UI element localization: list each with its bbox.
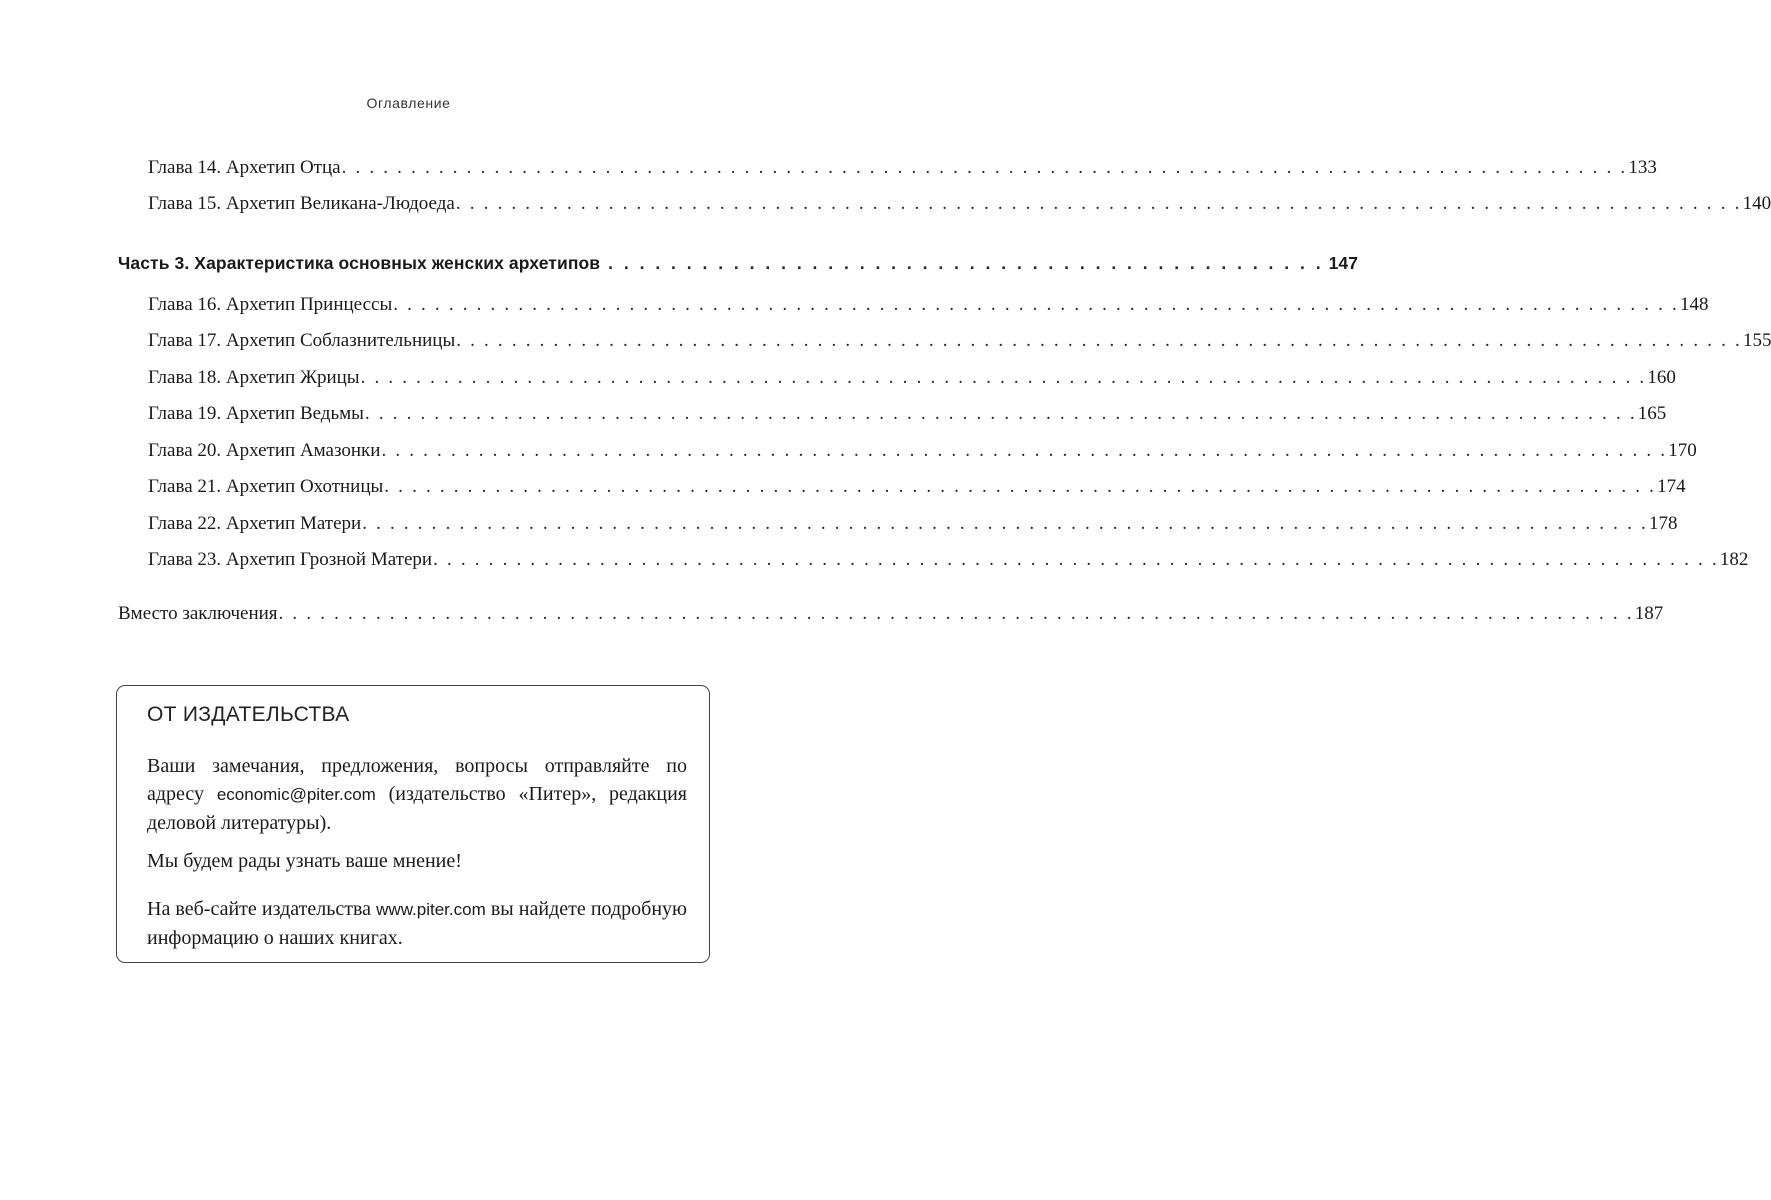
- dot-leader: . . . . . . . . . . . . . . . . . . . . . . . . . . . . . . . . . . . . . . . . . . . . . . . . . . . . . . . . . . . . . . . . . . . . . . . . . . . . . . . . . . . . . . . . . . . .: [384, 476, 1657, 497]
- toc-entry-chapter-21[interactable]: [148, 475, 1686, 499]
- toc-entry-chapter-19[interactable]: [148, 402, 1667, 426]
- dot-leader: . . . . . . . . . . . . . . . . . . . . . . . . . . . . . . . . . . . . . . . . . . . . . . . . . . . . . . . . . . . . . . . . . . . . . . . . . . . . . . . . . . . . . . . . . . . . .: [341, 157, 1628, 178]
- contact-text-after: (издательство «Питер», редакция деловой литературы).: [147, 783, 687, 834]
- toc-entry-title: Глава 21. Архетип Охотницы: [148, 476, 384, 497]
- publisher-note-heading: ОТ ИЗДАТЕЛЬСТВА: [147, 703, 350, 726]
- website-text-after: вы найдете подробную информацию о наших книгах.: [147, 898, 687, 949]
- toc-entry-conclusion[interactable]: [118, 602, 1664, 626]
- website-text-before: На веб-сайте издательства: [147, 898, 377, 920]
- toc-entry-page: 170: [1668, 440, 1697, 461]
- publisher-website-paragraph: [147, 895, 687, 952]
- toc-entry-page: 133: [1628, 157, 1657, 178]
- toc-entry-title: Глава 15. Архетип Великана-Людоеда: [148, 193, 455, 214]
- dot-leader: . . . . . . . . . . . . . . . . . . . . . . . . . . . . . . . . . . . . . . . . . . . . . . . . . . . . . . . . . . . . . . . . . . . . . . . . . . . . . . . . . . . . . . . . . . . . .: [360, 367, 1647, 388]
- publisher-contact-paragraph: [147, 752, 687, 837]
- toc-entry-chapter-14[interactable]: [148, 156, 1657, 180]
- website-link[interactable]: www.piter.com: [376, 900, 486, 919]
- dot-leader: . . . . . . . . . . . . . . . . . . . . . . . . . . . . . . . . . . . . . . . . . . . . . . . . . . . . . . . . . . . . . . . . . . . . . . . . . . . . . . . . . . . . . . . . . . . . .: [455, 193, 1742, 214]
- toc-entry-title: Глава 17. Архетип Соблазнительницы: [148, 330, 456, 351]
- toc-entry-title: Глава 18. Архетип Жрицы: [148, 367, 360, 388]
- toc-part-page: 147: [1328, 253, 1359, 273]
- dot-leader: . . . . . . . . . . . . . . . . . . . . . . . . . . . . . . . . . . . . . . . . . . . . . . . . . . . . . . . . . . . . . . . . . . . . . . . . . . . . . . . . . . . . . . . . . . . . . . . . . .: [278, 603, 1634, 624]
- toc-entry-page: 174: [1657, 476, 1686, 497]
- toc-entry-page: 155: [1742, 330, 1771, 351]
- dot-leader: . . . . . . . . . . . . . . . . . . . . . . . . . . . . . . . . . . . . . . . . . . . . . . . . . . . . . . . . . . . . . . . . . . . . . . . . . . . . . . . . . . . . . . . . . . . . .: [456, 330, 1742, 351]
- toc-entry-page: 140: [1742, 193, 1771, 214]
- toc-entry-chapter-15[interactable]: [148, 192, 1771, 216]
- toc-entry-chapter-22[interactable]: [148, 512, 1678, 536]
- toc-entry-part-3[interactable]: [118, 251, 1359, 275]
- toc-entry-title: Глава 23. Архетип Грозной Матери: [148, 549, 433, 570]
- dot-leader: . . . . . . . . . . . . . . . . . . . . . . . . . . . . . . . . . . . . . . . . . . . . . . . . . . . . . . . . . . . . . . . . . . . . . . . . . . . . . . . . . . . . . . . . . . . .: [364, 403, 1637, 424]
- toc-entry-chapter-18[interactable]: [148, 366, 1676, 390]
- toc-entry-title: Глава 19. Архетип Ведьмы: [148, 403, 364, 424]
- dot-leader: . . . . . . . . . . . . . . . . . . . . . . . . . . . . . . . . . . . . . . . . . . . . . . . . . . . . . . . . . . . . . . . . . . . . . . . . . . . . . . . . . . . . . . . . . . . . .: [433, 549, 1719, 570]
- contact-text-before: Ваши замечания, предложения, вопросы отправляйте по адресу: [147, 755, 687, 805]
- toc-entry-chapter-16[interactable]: [148, 293, 1709, 317]
- toc-entry-page: 187: [1634, 603, 1664, 624]
- toc-entry-title: Глава 22. Архетип Матери: [148, 513, 362, 534]
- toc-entry-title: Глава 16. Архетип Принцессы: [148, 294, 393, 315]
- dot-leader: . . . . . . . . . . . . . . . . . . . . . . . . . . . . . . . . . . . . . . . . . . . . . . . . . . . . . . . . . . . . . . . . . . . . . . . . . . . . . . . . . . . . . . . . . . . . .: [381, 440, 1668, 461]
- publisher-feedback-paragraph: Мы будем рады узнать ваше мнение!: [147, 850, 462, 872]
- dot-leader: . . . . . . . . . . . . . . . . . . . . . . . . . . . . . . . . . . . . . . . . . . . . . . . . . . . . . . . . . . . . . . . . . . . . . . . . . . . . . . . . . . . . . . . . . . . . .: [393, 294, 1679, 315]
- toc-entry-title: Вместо заключения: [118, 603, 278, 624]
- toc-entry-chapter-17[interactable]: [148, 329, 1771, 353]
- publisher-note-box: [116, 685, 710, 963]
- running-header: Оглавление: [366, 95, 451, 111]
- toc-entry-title: Глава 20. Архетип Амазонки: [148, 440, 381, 461]
- toc-entry-page: 178: [1648, 513, 1678, 534]
- toc-entry-chapter-20[interactable]: [148, 439, 1697, 463]
- toc-entry-page: 148: [1679, 294, 1709, 315]
- dot-leader: . . . . . . . . . . . . . . . . . . . . . . . . . . . . . . . . . . . . . . . . . . . . . . . . . . . . . . . . . . . . . . . . . . . . . . . . . . . . . . . . . . . . . . . . . . . . .: [362, 513, 1648, 534]
- toc-entry-chapter-23[interactable]: [148, 548, 1749, 572]
- toc-entry-page: 160: [1647, 367, 1676, 388]
- toc-part-title: Часть 3. Характеристика основных женских архетипов: [118, 253, 601, 273]
- toc-entry-title: Глава 14. Архетип Отца: [148, 157, 341, 178]
- email-link[interactable]: economic@piter.com: [216, 785, 376, 804]
- dot-leader: . . . . . . . . . . . . . . . . . . . . . . . . . . . . . . . . . . . . . . . . . . . . . .: [608, 253, 1324, 273]
- toc-entry-page: 182: [1719, 549, 1749, 570]
- toc-entry-page: 165: [1637, 403, 1667, 424]
